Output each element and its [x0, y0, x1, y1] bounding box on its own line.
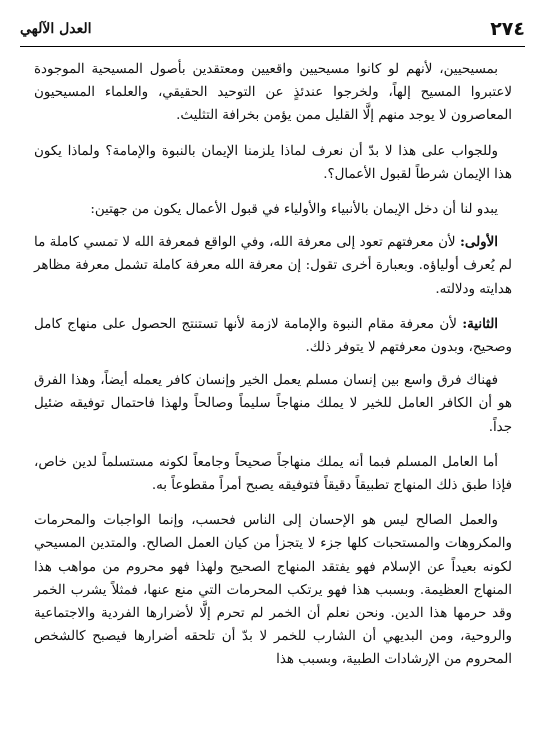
- paragraph-lead: الأولى:: [459, 234, 498, 251]
- running-title: العدل الآلهي: [20, 21, 92, 37]
- paragraph-text: لأن معرفتهم تعود إلى معرفة الله، وفي الواقع فمعرفة الله لا تمسي كاملة ما لم يُعرف أولياؤه. وبعبارة أخرى تقول: إن معرفة الله معرفة كاملة تشمل معرفة مظاهر هدايته ودلالته.: [34, 235, 512, 297]
- paragraph: [34, 509, 512, 671]
- paragraph: [34, 140, 512, 186]
- page-header: [20, 14, 525, 44]
- paragraph-text: يبدو لنا أن دخل الإيمان بالأنبياء والأولياء في قبول الأعمال يكون من جهتين:: [90, 202, 498, 218]
- paragraph-lead: الثانية:: [462, 315, 498, 332]
- paragraph: [34, 451, 512, 497]
- paragraph: [34, 198, 512, 221]
- paragraph: [34, 369, 512, 439]
- paragraph: [34, 313, 512, 359]
- paragraph-text: لأن معرفة مقام النبوة والإمامة لازمة لأنها تستنتج الحصول على منهاج كامل وصحيح، وبدون معرفتهم لا يتوفر ذلك.: [34, 316, 512, 356]
- paragraph-text: والعمل الصالح ليس هو الإحسان إلى الناس فحسب، وإنما الواجبات والمحرمات والمكروهات والمستحبات كلها جزء لا يتجزأ من كيان العمل الصالح. والمتدين المسيحي لكونه بعيداً عن الإسلام فهو يفتقد المنهاج الصحيح ولهذا فهو محروم من مواهب هذا المنهاج العظيمة. وبسبب هذا فهو يرتكب المحرمات التي منع عنها، فمثلاً يشرب الخمر وقد حرمها هذا الدين. ونحن نعلم أن الخمر لم تحرم إلَّا لأضرارها الفردية والاجتماعية والروحية، ومن البديهي أن الشارب للخمر لا بدّ أن تلحقه أضرارها فيصبح كالشخص المحروم من الإرشادات الطبية، وبسبب هذا: [34, 513, 512, 668]
- paragraph-text: أما العامل المسلم فبما أنه يملك منهاجاً صحيحاً وجامعاً لكونه مستسلماً لدين خاص، فإذا طبق ذلك المنهاج تطبيقاً دقيقاً فتوفيقه يصبح أمراً مقطوعاً به.: [34, 454, 512, 494]
- page-number: ٢٧٤: [490, 18, 525, 40]
- paragraph-text: وللجواب على هذا لا بدّ أن نعرف لماذا يلزمنا الإيمان بالنبوة والإمامة؟ ولماذا يكون هذا الإيمان شرطاً لقبول الأعمال؟.: [34, 143, 512, 182]
- page-body: [34, 58, 512, 684]
- header-rule: [20, 46, 525, 47]
- paragraph-text: بمسيحيين، لأنهم لو كانوا مسيحيين واقعيين ومعتقدين بأصول المسيحية الموجودة لاعتبروا المسيح إلهاً، ولخرجوا عندئذٍ عن التوحيد الحقيقي، والعلماء المسيحيون المعاصرون لا يوجد منهم إلَّا القليل ممن يؤمن بخرافة التثليث.: [34, 62, 512, 124]
- paragraph: [34, 58, 512, 128]
- paragraph: [34, 231, 512, 301]
- paragraph-text: فهناك فرق واسع بين إنسان مسلم يعمل الخير وإنسان كافر يعمله أيضاً، وهذا الفرق هو أن الكافر العامل للخير لا يملك منهاجاً سليماً وصالحاً ولهذا فاحتمال توفيقه ضئيل جداً.: [34, 373, 512, 435]
